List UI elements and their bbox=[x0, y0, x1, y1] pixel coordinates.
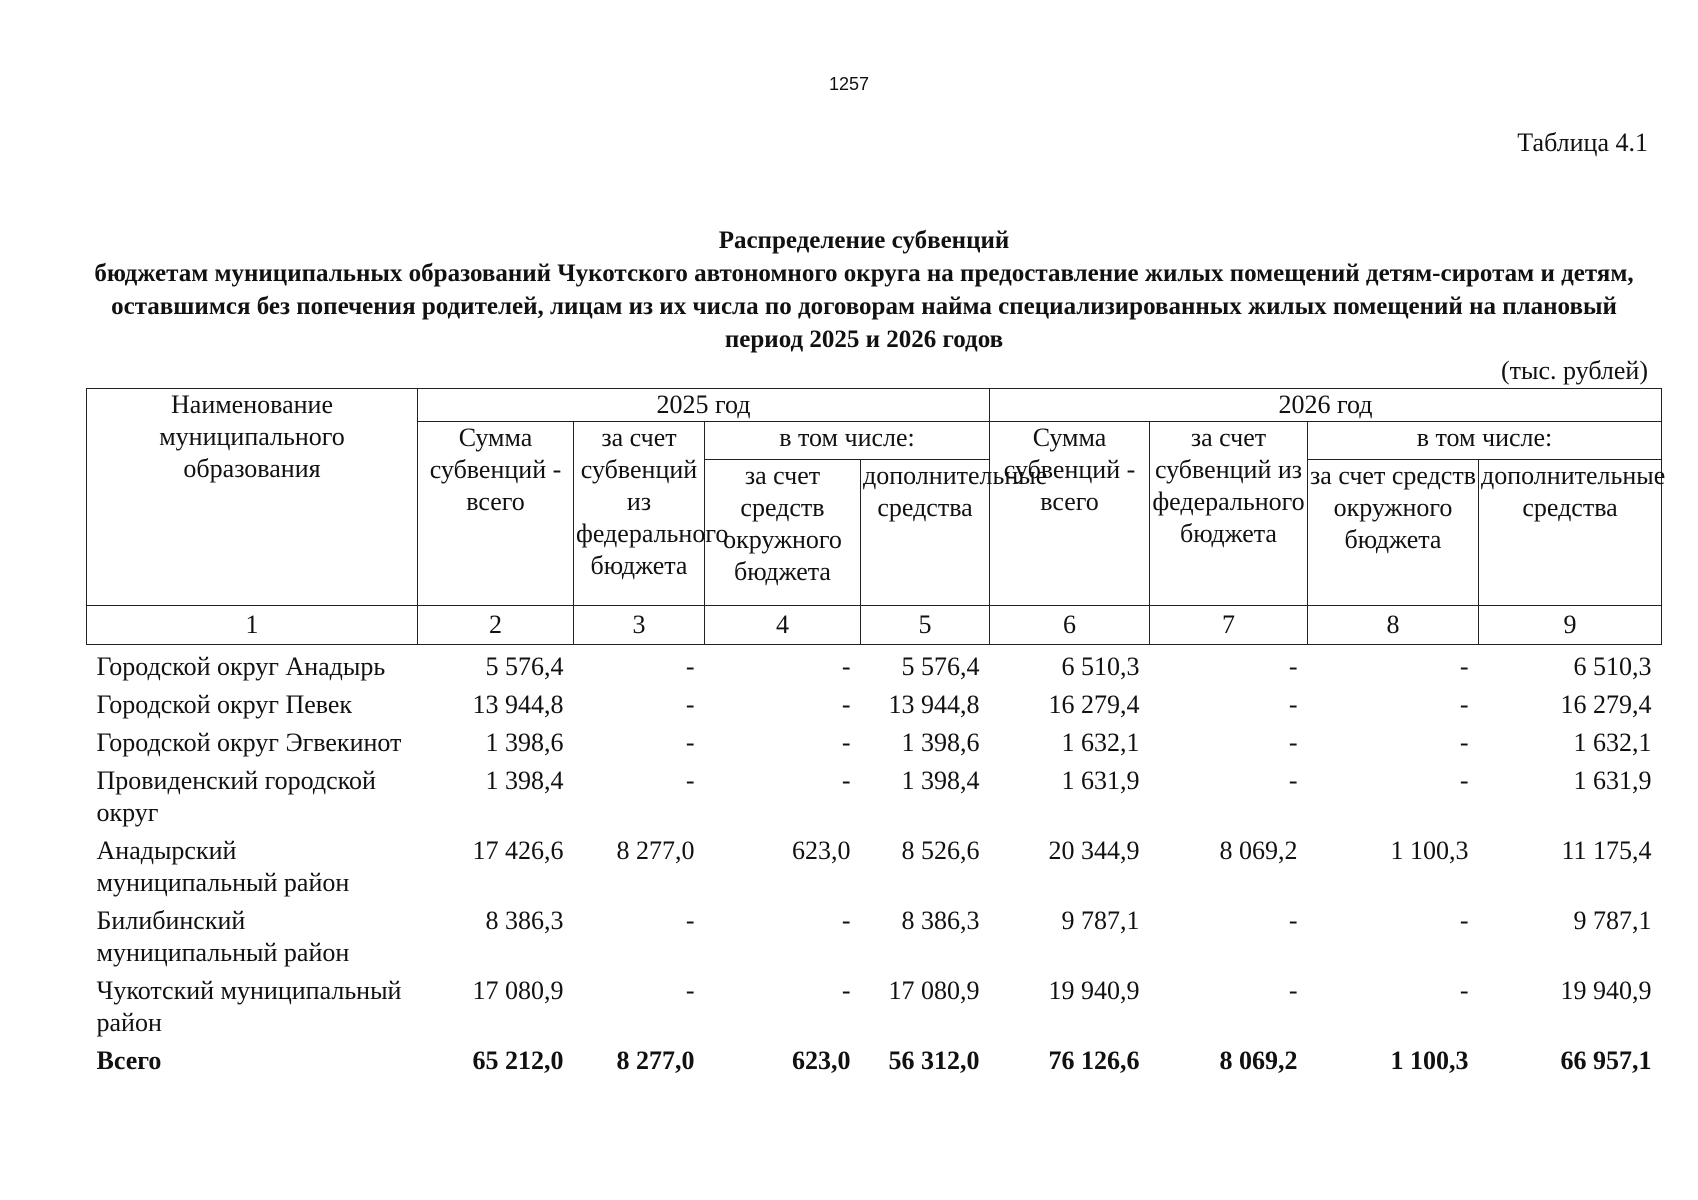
cell-value: - bbox=[1459, 766, 1469, 795]
table-header bbox=[87, 389, 1666, 645]
header-sum-total-2026: Сумма субвенций - всего bbox=[990, 422, 1150, 606]
cell-value: - bbox=[1288, 906, 1298, 935]
municipality-name: Анадырский муниципальный район bbox=[96, 836, 350, 897]
column-number-row bbox=[87, 606, 1662, 645]
total-value: 65 212,0 bbox=[472, 1046, 564, 1075]
cell-value: 16 279,4 bbox=[1560, 690, 1652, 719]
cell-value: - bbox=[1288, 976, 1298, 1005]
municipality-name: Городской округ Анадырь bbox=[96, 652, 386, 681]
table-row bbox=[87, 645, 1662, 684]
cell-value: - bbox=[1288, 728, 1298, 757]
cell-value: 13 944,8 bbox=[888, 690, 980, 719]
total-value: 623,0 bbox=[792, 1046, 851, 1075]
column-number: 3 bbox=[574, 606, 705, 645]
column-number: 6 bbox=[990, 606, 1150, 645]
header-extra-2026: дополнительные средства bbox=[1479, 460, 1662, 606]
cell-value: 17 426,6 bbox=[472, 836, 564, 865]
cell-value: 1 398,4 bbox=[901, 766, 980, 795]
cell-value: 8 386,3 bbox=[901, 906, 980, 935]
cell-value: 19 940,9 bbox=[1048, 976, 1140, 1005]
cell-value: - bbox=[685, 976, 695, 1005]
cell-value: 8 277,0 bbox=[616, 836, 695, 865]
cell-value: - bbox=[1288, 766, 1298, 795]
cell-value: - bbox=[1459, 906, 1469, 935]
column-number: 2 bbox=[418, 606, 574, 645]
table-row bbox=[87, 683, 1662, 721]
cell-value: 5 576,4 bbox=[485, 652, 564, 681]
header-including-2026: в том числе: bbox=[1308, 422, 1662, 460]
cell-value: 1 398,6 bbox=[901, 728, 980, 757]
column-number: 9 bbox=[1479, 606, 1662, 645]
total-value: 8 069,2 bbox=[1219, 1046, 1298, 1075]
header-year-2025: 2025 год bbox=[418, 389, 990, 422]
cell-value: 19 940,9 bbox=[1560, 976, 1652, 1005]
cell-value: - bbox=[685, 652, 695, 681]
cell-value: 1 398,4 bbox=[485, 766, 564, 795]
table-body bbox=[87, 645, 1662, 1078]
cell-value: - bbox=[1288, 690, 1298, 719]
cell-value: - bbox=[685, 906, 695, 935]
cell-value: 1 398,6 bbox=[485, 728, 564, 757]
total-value: 66 957,1 bbox=[1560, 1046, 1652, 1075]
cell-value: - bbox=[841, 690, 851, 719]
cell-value: - bbox=[1459, 690, 1469, 719]
cell-value: 8 069,2 bbox=[1219, 836, 1298, 865]
header-federal-2025: за счет субвенций из федерального бюджета bbox=[574, 422, 705, 606]
cell-value: - bbox=[841, 766, 851, 795]
table-row bbox=[87, 829, 1662, 899]
cell-value: 9 787,1 bbox=[1061, 906, 1140, 935]
subvention-table bbox=[86, 388, 1666, 1077]
municipality-name: Городской округ Певек bbox=[96, 690, 353, 719]
cell-value: 13 944,8 bbox=[472, 690, 564, 719]
cell-value: - bbox=[841, 976, 851, 1005]
header-municipality: Наименование муниципального образования bbox=[87, 389, 418, 606]
cell-value: - bbox=[841, 906, 851, 935]
cell-value: - bbox=[685, 728, 695, 757]
municipality-name: Городской округ Эгвекинот bbox=[96, 728, 402, 757]
cell-value: 17 080,9 bbox=[472, 976, 564, 1005]
cell-value: 1 631,9 bbox=[1573, 766, 1652, 795]
cell-value: 20 344,9 bbox=[1048, 836, 1140, 865]
total-row bbox=[87, 1039, 1662, 1077]
municipality-name: Билибинский муниципальный район bbox=[96, 906, 350, 967]
table-title bbox=[86, 224, 1642, 356]
header-okrug-2026: за счет средств окружного бюджета bbox=[1308, 460, 1479, 606]
total-value: 1 100,3 bbox=[1390, 1046, 1469, 1075]
cell-value: - bbox=[1288, 652, 1298, 681]
cell-value: 9 787,1 bbox=[1573, 906, 1652, 935]
total-value: 8 277,0 bbox=[616, 1046, 695, 1075]
cell-value: 1 631,9 bbox=[1061, 766, 1140, 795]
cell-value: 6 510,3 bbox=[1061, 652, 1140, 681]
cell-value: - bbox=[841, 728, 851, 757]
cell-value: 8 386,3 bbox=[485, 906, 564, 935]
cell-value: - bbox=[685, 766, 695, 795]
title-line-1: Распределение субвенций bbox=[718, 227, 1010, 254]
units-label: (тыс. рублей) bbox=[1500, 356, 1648, 385]
header-extra-2025: дополнительные средства bbox=[861, 460, 990, 606]
total-value: 56 312,0 bbox=[888, 1046, 980, 1075]
municipality-name: Чукотский муниципальный район bbox=[96, 976, 402, 1037]
header-year-2026: 2026 год bbox=[990, 389, 1662, 422]
cell-value: 623,0 bbox=[792, 836, 851, 865]
cell-value: 6 510,3 bbox=[1573, 652, 1652, 681]
column-number: 4 bbox=[705, 606, 861, 645]
header-sum-total-2025: Сумма субвенций - всего bbox=[418, 422, 574, 606]
cell-value: - bbox=[685, 690, 695, 719]
cell-value: 17 080,9 bbox=[888, 976, 980, 1005]
table-label: Таблица 4.1 bbox=[1517, 128, 1648, 157]
header-federal-2026: за счет субвенций из федерального бюджета bbox=[1150, 422, 1308, 606]
column-number: 1 bbox=[87, 606, 418, 645]
title-line-2: бюджетам муниципальных образований Чукотского автономного округа на предоставление жилых помещений детям-сиротам и детям, оставшимся без попечения родителей, лицам из их числа по договорам найма специализированных жилых помещений на плановый период 2025 и 2026 годов bbox=[94, 260, 1634, 353]
cell-value: - bbox=[1459, 728, 1469, 757]
column-number: 8 bbox=[1308, 606, 1479, 645]
page-number: 1257 bbox=[828, 74, 870, 94]
table-row bbox=[87, 899, 1662, 969]
header-including-2025: в том числе: bbox=[705, 422, 990, 460]
cell-value: 11 175,4 bbox=[1561, 836, 1652, 865]
cell-value: 8 526,6 bbox=[901, 836, 980, 865]
cell-value: 1 632,1 bbox=[1061, 728, 1140, 757]
cell-value: 16 279,4 bbox=[1048, 690, 1140, 719]
cell-value: - bbox=[1459, 976, 1469, 1005]
municipality-name: Провиденский городской округ bbox=[96, 766, 376, 827]
cell-value: - bbox=[1459, 652, 1469, 681]
table-row bbox=[87, 721, 1662, 759]
table-row bbox=[87, 969, 1662, 1039]
table-row bbox=[87, 759, 1662, 829]
total-value: 76 126,6 bbox=[1048, 1046, 1140, 1075]
cell-value: 1 100,3 bbox=[1390, 836, 1469, 865]
column-number: 5 bbox=[861, 606, 990, 645]
cell-value: 5 576,4 bbox=[901, 652, 980, 681]
column-number: 7 bbox=[1150, 606, 1308, 645]
cell-value: 1 632,1 bbox=[1573, 728, 1652, 757]
total-label: Всего bbox=[96, 1046, 162, 1075]
header-okrug-2025: за счет средств окружного бюджета bbox=[705, 460, 861, 606]
cell-value: - bbox=[841, 652, 851, 681]
